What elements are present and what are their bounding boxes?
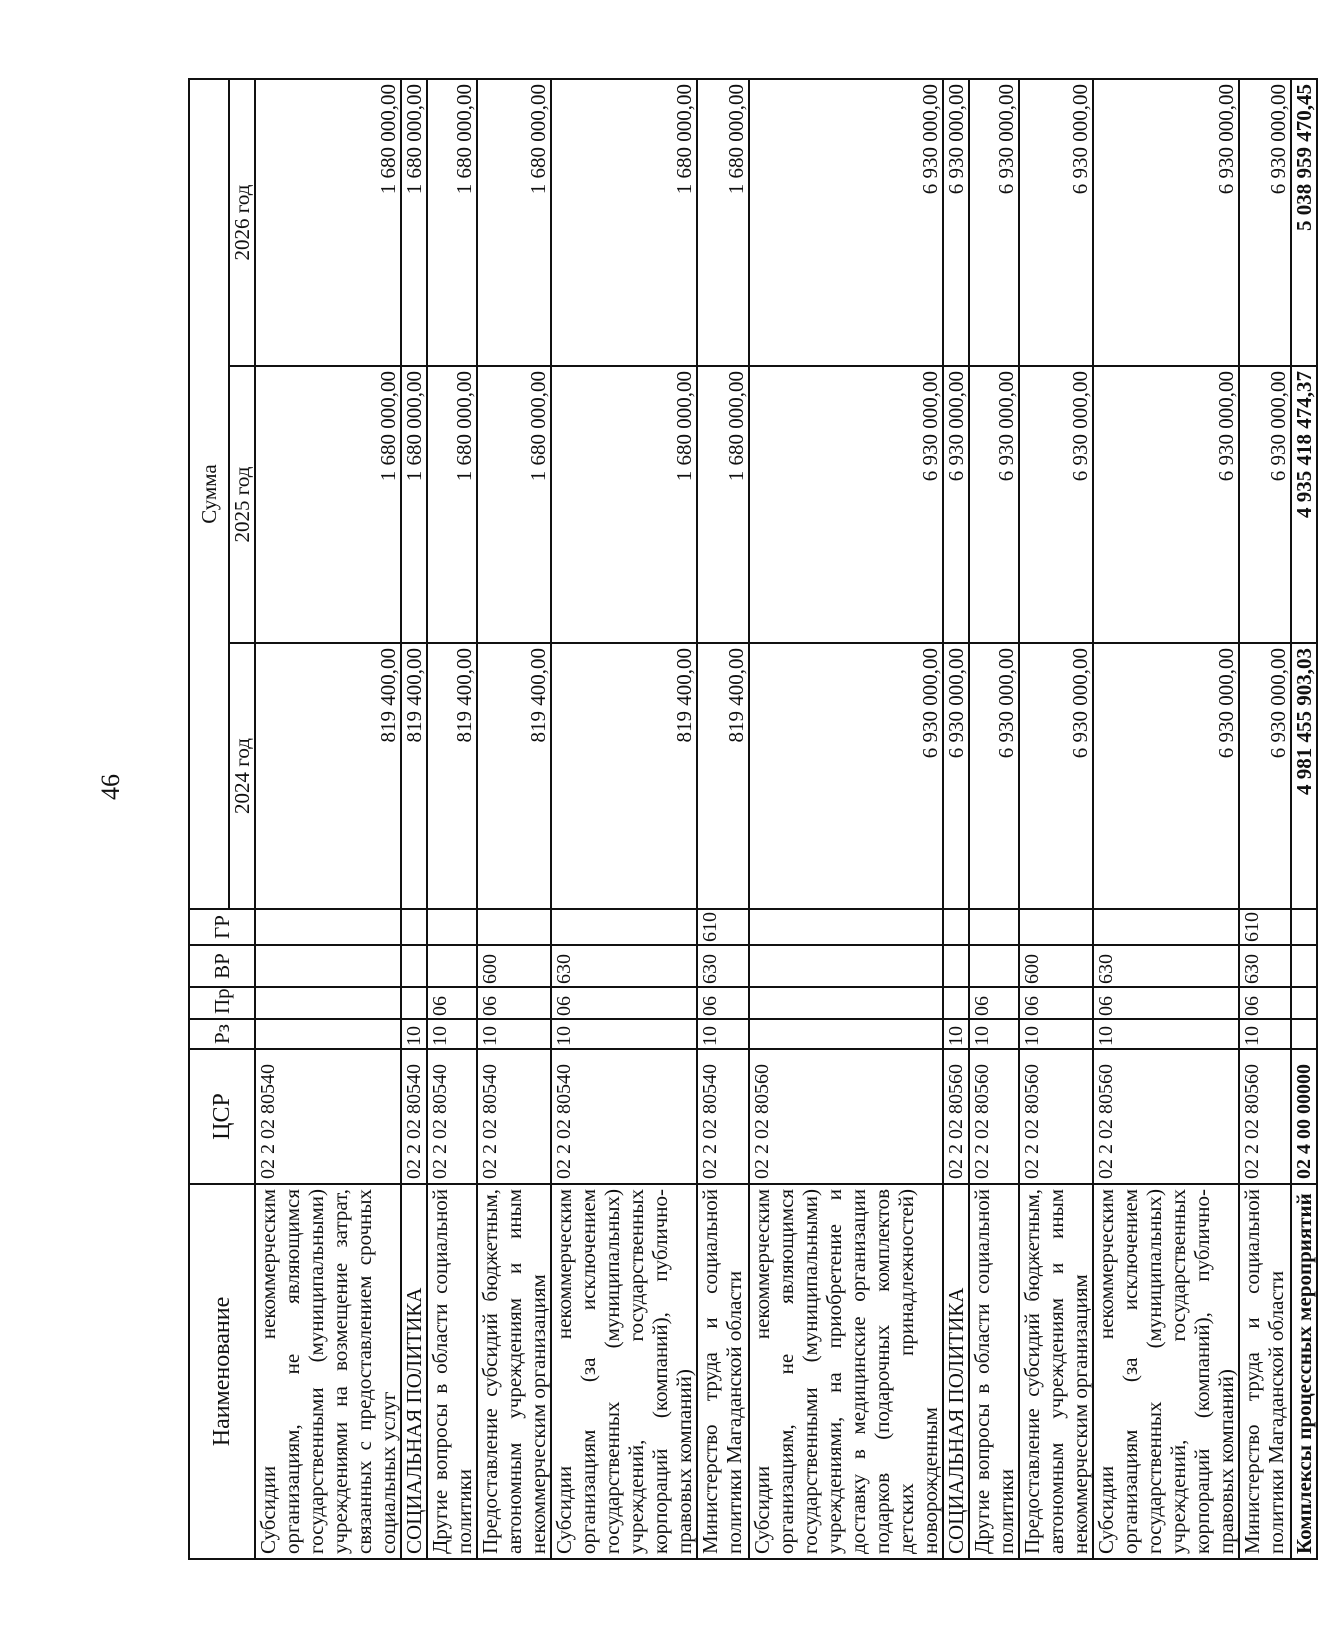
row-2025: 1 680 000,00 <box>255 366 401 643</box>
budget-table <box>188 78 1318 1560</box>
row-2026: 1 680 000,00 <box>427 79 477 366</box>
row-2026: 6 930 000,00 <box>1019 79 1093 366</box>
row-gr <box>969 909 1019 945</box>
page-number: 46 <box>96 774 125 800</box>
header-2024: 2024 год <box>229 643 255 909</box>
row-vr <box>401 945 427 987</box>
row-vr: 600 <box>1019 945 1093 987</box>
row-csr: 02 2 02 80560 <box>969 1049 1019 1184</box>
row-gr <box>427 909 477 945</box>
row-csr: 02 2 02 80540 <box>255 1049 401 1184</box>
table-row <box>749 79 943 1559</box>
row-csr: 02 2 02 80540 <box>401 1049 427 1184</box>
row-2025: 6 930 000,00 <box>749 366 943 643</box>
row-vr: 630 <box>1239 945 1291 987</box>
row-2025: 1 680 000,00 <box>401 366 427 643</box>
row-rz: 10 <box>551 1019 697 1049</box>
row-2024: 6 930 000,00 <box>943 643 969 909</box>
row-name: СОЦИАЛЬНАЯ ПОЛИТИКА <box>401 1184 427 1559</box>
row-name: Министерство труда и социальной политики Магаданской области <box>697 1184 749 1559</box>
total-2024: 4 981 455 903,03 <box>1291 643 1317 909</box>
row-pr: 06 <box>477 987 551 1019</box>
row-name: Предоставление субсидий бюджетным, автономным учреждениям и иным некоммерческим организациям <box>477 1184 551 1559</box>
row-rz: 10 <box>697 1019 749 1049</box>
row-name: Субсидии некоммерческим организациям, не являющимся государственными (муниципальными) учреждениями на возмещение затрат, связанных с предоставлением срочных социальных услуг <box>255 1184 401 1559</box>
table-row <box>1019 79 1093 1559</box>
row-csr: 02 2 02 80540 <box>551 1049 697 1184</box>
header-gr: ГР <box>189 909 255 945</box>
row-gr <box>749 909 943 945</box>
row-gr <box>477 909 551 945</box>
header-csr: ЦСР <box>189 1049 255 1184</box>
table-row <box>1239 79 1291 1559</box>
row-2025: 6 930 000,00 <box>943 366 969 643</box>
row-pr: 06 <box>697 987 749 1019</box>
total-2025: 4 935 418 474,37 <box>1291 366 1317 643</box>
header-row-1 <box>189 79 229 1559</box>
row-rz: 10 <box>401 1019 427 1049</box>
table-row <box>697 79 749 1559</box>
row-vr <box>969 945 1019 987</box>
row-gr <box>1019 909 1093 945</box>
header-sum: Сумма <box>189 79 229 909</box>
row-gr: 610 <box>1239 909 1291 945</box>
row-csr: 02 2 02 80560 <box>943 1049 969 1184</box>
row-name: Другие вопросы в области социальной политики <box>427 1184 477 1559</box>
row-name: Субсидии некоммерческим организациям, не являющимся государственными (муниципальными) учреждениями, на приобретение и доставку в медицинские организации подарков (подарочных комплектов детских принадлежностей) новорожденным <box>749 1184 943 1559</box>
table-row <box>477 79 551 1559</box>
row-vr: 630 <box>697 945 749 987</box>
row-rz: 10 <box>1239 1019 1291 1049</box>
row-csr: 02 2 02 80560 <box>1019 1049 1093 1184</box>
row-name: Министерство труда и социальной политики Магаданской области <box>1239 1184 1291 1559</box>
row-gr <box>943 909 969 945</box>
row-vr <box>427 945 477 987</box>
row-2026: 6 930 000,00 <box>749 79 943 366</box>
row-gr: 610 <box>697 909 749 945</box>
row-pr: 06 <box>1239 987 1291 1019</box>
row-pr: 06 <box>969 987 1019 1019</box>
header-2026: 2026 год <box>229 79 255 366</box>
row-2025: 6 930 000,00 <box>969 366 1019 643</box>
row-2025: 1 680 000,00 <box>427 366 477 643</box>
row-csr: 02 2 02 80560 <box>749 1049 943 1184</box>
table-row <box>1093 79 1239 1559</box>
row-pr <box>943 987 969 1019</box>
row-2024: 819 400,00 <box>427 643 477 909</box>
row-name: Субсидии некоммерческим организациям (за исключением государственных (муниципальных) учреждений, государственных корпораций (компаний), публично-правовых компаний) <box>1093 1184 1239 1559</box>
row-vr <box>943 945 969 987</box>
row-2024: 6 930 000,00 <box>1019 643 1093 909</box>
row-pr <box>255 987 401 1019</box>
table-row <box>943 79 969 1559</box>
total-row <box>1291 79 1317 1559</box>
header-name: Наименование <box>189 1184 255 1559</box>
row-2025: 1 680 000,00 <box>697 366 749 643</box>
row-2024: 6 930 000,00 <box>969 643 1019 909</box>
header-rz: Рз <box>189 1019 255 1049</box>
row-2024: 819 400,00 <box>255 643 401 909</box>
row-pr <box>401 987 427 1019</box>
row-2024: 6 930 000,00 <box>1239 643 1291 909</box>
total-name: Комплексы процессных мероприятий <box>1291 1184 1317 1559</box>
row-rz: 10 <box>477 1019 551 1049</box>
budget-table-rotated <box>188 80 1316 1560</box>
row-name: Предоставление субсидий бюджетным, автономным учреждениям и иным некоммерческим организациям <box>1019 1184 1093 1559</box>
row-rz: 10 <box>427 1019 477 1049</box>
row-rz: 10 <box>969 1019 1019 1049</box>
row-name: Другие вопросы в области социальной политики <box>969 1184 1019 1559</box>
row-vr: 600 <box>477 945 551 987</box>
row-rz <box>255 1019 401 1049</box>
row-rz: 10 <box>1093 1019 1239 1049</box>
row-2025: 6 930 000,00 <box>1093 366 1239 643</box>
table-row <box>969 79 1019 1559</box>
row-vr: 630 <box>551 945 697 987</box>
row-rz <box>749 1019 943 1049</box>
row-2024: 819 400,00 <box>401 643 427 909</box>
row-2025: 6 930 000,00 <box>1019 366 1093 643</box>
row-pr: 06 <box>1019 987 1093 1019</box>
row-vr: 630 <box>1093 945 1239 987</box>
row-name: СОЦИАЛЬНАЯ ПОЛИТИКА <box>943 1184 969 1559</box>
row-2025: 6 930 000,00 <box>1239 366 1291 643</box>
total-csr: 02 4 00 00000 <box>1291 1049 1317 1184</box>
row-2024: 819 400,00 <box>477 643 551 909</box>
row-2026: 6 930 000,00 <box>969 79 1019 366</box>
row-2026: 1 680 000,00 <box>477 79 551 366</box>
table-row <box>551 79 697 1559</box>
header-vr: ВР <box>189 945 255 987</box>
row-csr: 02 2 02 80560 <box>1093 1049 1239 1184</box>
row-csr: 02 2 02 80540 <box>427 1049 477 1184</box>
row-vr <box>255 945 401 987</box>
total-2026: 5 038 959 470,45 <box>1291 79 1317 366</box>
row-csr: 02 2 02 80540 <box>697 1049 749 1184</box>
header-pr: Пр <box>189 987 255 1019</box>
row-csr: 02 2 02 80560 <box>1239 1049 1291 1184</box>
row-rz: 10 <box>943 1019 969 1049</box>
row-2026: 6 930 000,00 <box>1239 79 1291 366</box>
row-pr: 06 <box>427 987 477 1019</box>
table-row <box>427 79 477 1559</box>
row-gr <box>1093 909 1239 945</box>
row-pr: 06 <box>1093 987 1239 1019</box>
row-2026: 6 930 000,00 <box>943 79 969 366</box>
row-gr <box>551 909 697 945</box>
row-name: Субсидии некоммерческим организациям (за исключением государственных (муниципальных) учреждений, государственных корпораций (компаний), публично-правовых компаний) <box>551 1184 697 1559</box>
row-2024: 819 400,00 <box>697 643 749 909</box>
row-2024: 6 930 000,00 <box>749 643 943 909</box>
row-2024: 819 400,00 <box>551 643 697 909</box>
row-pr: 06 <box>551 987 697 1019</box>
row-2026: 6 930 000,00 <box>1093 79 1239 366</box>
row-2025: 1 680 000,00 <box>477 366 551 643</box>
row-2026: 1 680 000,00 <box>551 79 697 366</box>
row-rz: 10 <box>1019 1019 1093 1049</box>
row-gr <box>401 909 427 945</box>
row-2026: 1 680 000,00 <box>401 79 427 366</box>
row-2025: 1 680 000,00 <box>551 366 697 643</box>
row-pr <box>749 987 943 1019</box>
row-2026: 1 680 000,00 <box>697 79 749 366</box>
table-row <box>255 79 401 1559</box>
table-row <box>401 79 427 1559</box>
row-2024: 6 930 000,00 <box>1093 643 1239 909</box>
header-2025: 2025 год <box>229 366 255 643</box>
row-vr <box>749 945 943 987</box>
row-csr: 02 2 02 80540 <box>477 1049 551 1184</box>
row-gr <box>255 909 401 945</box>
row-2026: 1 680 000,00 <box>255 79 401 366</box>
